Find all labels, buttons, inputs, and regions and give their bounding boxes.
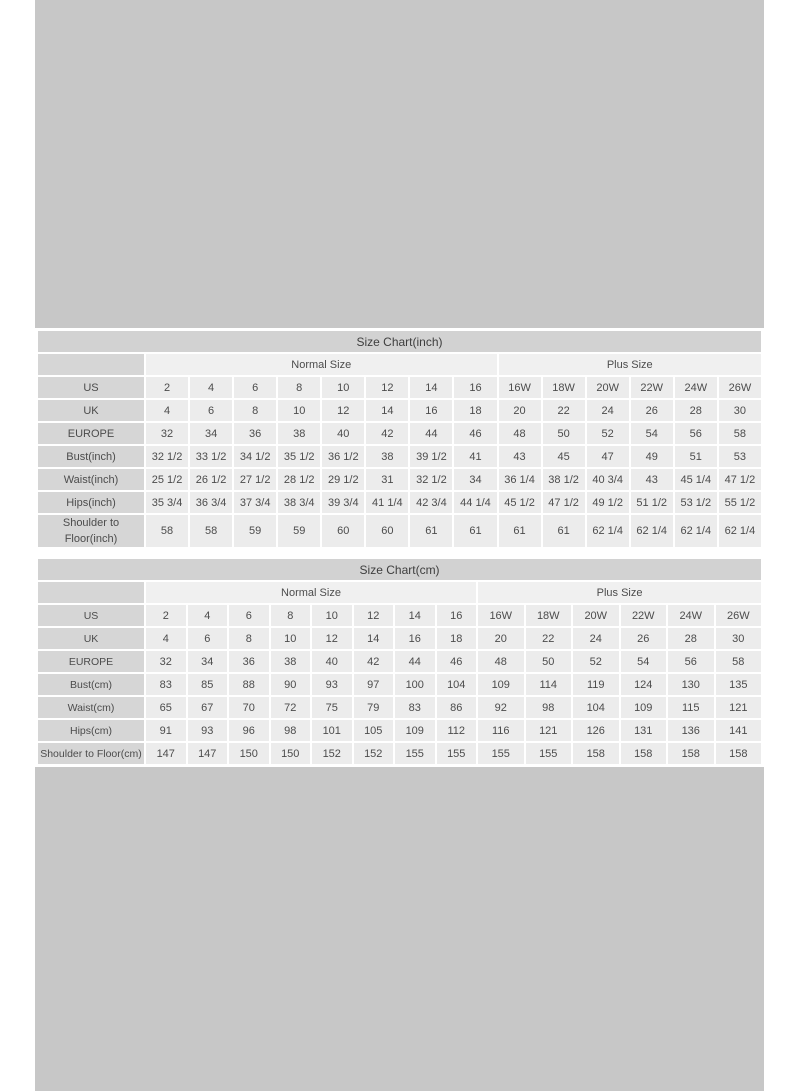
size-value: 147 xyxy=(188,743,228,764)
size-value: 155 xyxy=(478,743,524,764)
size-value: 53 xyxy=(719,446,761,467)
size-value: 42 xyxy=(354,651,394,672)
size-value: 50 xyxy=(526,651,572,672)
row-label: UK xyxy=(38,628,144,649)
size-value: 26W xyxy=(719,377,761,398)
size-value: 14 xyxy=(366,400,408,421)
size-value: 24 xyxy=(573,628,619,649)
size-value: 109 xyxy=(478,674,524,695)
size-value: 14 xyxy=(410,377,452,398)
size-value: 32 xyxy=(146,651,186,672)
size-value: 75 xyxy=(312,697,352,718)
size-value: 62 1/4 xyxy=(675,515,717,547)
size-value: 16W xyxy=(478,605,524,626)
size-value: 85 xyxy=(188,674,228,695)
corner-cell xyxy=(38,354,144,375)
size-value: 158 xyxy=(668,743,714,764)
size-value: 22 xyxy=(526,628,572,649)
size-value: 4 xyxy=(190,377,232,398)
size-value: 10 xyxy=(278,400,320,421)
size-value: 52 xyxy=(587,423,629,444)
size-value: 4 xyxy=(146,400,188,421)
size-value: 62 1/4 xyxy=(631,515,673,547)
size-value: 121 xyxy=(716,697,762,718)
size-value: 114 xyxy=(526,674,572,695)
size-value: 6 xyxy=(190,400,232,421)
size-value: 150 xyxy=(271,743,311,764)
size-value: 86 xyxy=(437,697,477,718)
size-value: 28 xyxy=(668,628,714,649)
size-value: 109 xyxy=(621,697,667,718)
size-value: 8 xyxy=(229,628,269,649)
size-value: 112 xyxy=(437,720,477,741)
row-label: Waist(cm) xyxy=(38,697,144,718)
size-value: 8 xyxy=(278,377,320,398)
size-value: 51 xyxy=(675,446,717,467)
size-value: 16 xyxy=(410,400,452,421)
size-value: 30 xyxy=(719,400,761,421)
title-row xyxy=(38,559,761,580)
size-value: 83 xyxy=(395,697,435,718)
size-value: 93 xyxy=(312,674,352,695)
size-value: 61 xyxy=(410,515,452,547)
size-value: 96 xyxy=(229,720,269,741)
row-label: Bust(cm) xyxy=(38,674,144,695)
size-value: 36 3/4 xyxy=(190,492,232,513)
size-value: 38 xyxy=(278,423,320,444)
size-value: 32 xyxy=(146,423,188,444)
size-value: 83 xyxy=(146,674,186,695)
size-value: 155 xyxy=(395,743,435,764)
size-value: 27 1/2 xyxy=(234,469,276,490)
size-value: 2 xyxy=(146,377,188,398)
row-label: Shoulder to Floor(inch) xyxy=(38,515,144,547)
size-value: 98 xyxy=(526,697,572,718)
size-value: 24 xyxy=(587,400,629,421)
size-value: 47 xyxy=(587,446,629,467)
size-value: 6 xyxy=(234,377,276,398)
size-value: 34 xyxy=(454,469,496,490)
size-value: 104 xyxy=(573,697,619,718)
size-value: 32 1/2 xyxy=(410,469,452,490)
size-value: 28 xyxy=(675,400,717,421)
size-value: 152 xyxy=(312,743,352,764)
row-label: Hips(cm) xyxy=(38,720,144,741)
size-value: 6 xyxy=(229,605,269,626)
size-value: 49 xyxy=(631,446,673,467)
size-value: 25 1/2 xyxy=(146,469,188,490)
size-value: 53 1/2 xyxy=(675,492,717,513)
size-value: 67 xyxy=(188,697,228,718)
size-value: 39 1/2 xyxy=(410,446,452,467)
size-value: 54 xyxy=(631,423,673,444)
size-value: 38 xyxy=(366,446,408,467)
size-value: 4 xyxy=(146,628,186,649)
size-value: 158 xyxy=(621,743,667,764)
size-value: 59 xyxy=(278,515,320,547)
size-value: 46 xyxy=(454,423,496,444)
size-value: 18W xyxy=(543,377,585,398)
size-value: 43 xyxy=(499,446,541,467)
size-value: 18W xyxy=(526,605,572,626)
size-row xyxy=(38,628,761,649)
size-value: 16 xyxy=(437,605,477,626)
size-value: 60 xyxy=(366,515,408,547)
size-value: 29 1/2 xyxy=(322,469,364,490)
size-value: 45 1/2 xyxy=(499,492,541,513)
size-row xyxy=(38,377,761,398)
size-value: 16 xyxy=(454,377,496,398)
size-value: 12 xyxy=(354,605,394,626)
size-value: 109 xyxy=(395,720,435,741)
size-row xyxy=(38,515,761,547)
size-value: 90 xyxy=(271,674,311,695)
size-value: 40 xyxy=(322,423,364,444)
size-value: 93 xyxy=(188,720,228,741)
size-value: 26 1/2 xyxy=(190,469,232,490)
size-value: 22W xyxy=(621,605,667,626)
size-value: 36 1/2 xyxy=(322,446,364,467)
size-value: 47 1/2 xyxy=(719,469,761,490)
row-label: US xyxy=(38,377,144,398)
size-value: 24W xyxy=(668,605,714,626)
size-value: 155 xyxy=(526,743,572,764)
size-value: 34 1/2 xyxy=(234,446,276,467)
size-value: 136 xyxy=(668,720,714,741)
size-value: 56 xyxy=(675,423,717,444)
size-value: 158 xyxy=(716,743,762,764)
size-value: 38 3/4 xyxy=(278,492,320,513)
size-value: 12 xyxy=(322,400,364,421)
size-value: 62 1/4 xyxy=(719,515,761,547)
size-value: 36 xyxy=(229,651,269,672)
normal-size-header: Normal Size xyxy=(146,354,497,375)
size-value: 61 xyxy=(454,515,496,547)
plus-size-header: Plus Size xyxy=(478,582,761,603)
size-value: 52 xyxy=(573,651,619,672)
size-value: 41 xyxy=(454,446,496,467)
size-value: 72 xyxy=(271,697,311,718)
size-value: 97 xyxy=(354,674,394,695)
row-label: UK xyxy=(38,400,144,421)
normal-size-header: Normal Size xyxy=(146,582,476,603)
row-label: Shoulder to Floor(cm) xyxy=(38,743,144,764)
size-value: 12 xyxy=(366,377,408,398)
size-value: 10 xyxy=(322,377,364,398)
size-value: 126 xyxy=(573,720,619,741)
size-value: 26 xyxy=(621,628,667,649)
size-value: 10 xyxy=(271,628,311,649)
size-chart-inch-table xyxy=(36,329,763,549)
size-value: 36 xyxy=(234,423,276,444)
size-value: 38 xyxy=(271,651,311,672)
size-value: 44 xyxy=(410,423,452,444)
size-value: 131 xyxy=(621,720,667,741)
size-value: 44 xyxy=(395,651,435,672)
size-value: 16 xyxy=(395,628,435,649)
size-value: 48 xyxy=(478,651,524,672)
size-value: 88 xyxy=(229,674,269,695)
size-value: 33 1/2 xyxy=(190,446,232,467)
size-row xyxy=(38,469,761,490)
size-value: 41 1/4 xyxy=(366,492,408,513)
size-value: 92 xyxy=(478,697,524,718)
size-value: 22W xyxy=(631,377,673,398)
size-value: 116 xyxy=(478,720,524,741)
size-value: 50 xyxy=(543,423,585,444)
size-value: 45 1/4 xyxy=(675,469,717,490)
corner-cell xyxy=(38,582,144,603)
size-value: 65 xyxy=(146,697,186,718)
size-value: 24W xyxy=(675,377,717,398)
size-value: 130 xyxy=(668,674,714,695)
size-value: 47 1/2 xyxy=(543,492,585,513)
size-value: 79 xyxy=(354,697,394,718)
size-value: 38 1/2 xyxy=(543,469,585,490)
size-value: 46 xyxy=(437,651,477,672)
size-value: 158 xyxy=(573,743,619,764)
size-value: 49 1/2 xyxy=(587,492,629,513)
size-row xyxy=(38,697,761,718)
title-row xyxy=(38,331,761,352)
size-value: 20 xyxy=(478,628,524,649)
size-row xyxy=(38,423,761,444)
size-value: 58 xyxy=(146,515,188,547)
size-value: 58 xyxy=(190,515,232,547)
size-value: 58 xyxy=(719,423,761,444)
size-value: 100 xyxy=(395,674,435,695)
group-header-row xyxy=(38,354,761,375)
size-value: 115 xyxy=(668,697,714,718)
row-label: EUROPE xyxy=(38,651,144,672)
size-value: 70 xyxy=(229,697,269,718)
size-value: 39 3/4 xyxy=(322,492,364,513)
size-value: 98 xyxy=(271,720,311,741)
size-value: 91 xyxy=(146,720,186,741)
size-value: 32 1/2 xyxy=(146,446,188,467)
size-value: 141 xyxy=(716,720,762,741)
size-value: 62 1/4 xyxy=(587,515,629,547)
size-value: 16W xyxy=(499,377,541,398)
size-value: 40 3/4 xyxy=(587,469,629,490)
size-value: 18 xyxy=(454,400,496,421)
size-value: 121 xyxy=(526,720,572,741)
size-value: 61 xyxy=(499,515,541,547)
size-value: 8 xyxy=(271,605,311,626)
size-value: 20 xyxy=(499,400,541,421)
row-label: EUROPE xyxy=(38,423,144,444)
size-value: 150 xyxy=(229,743,269,764)
size-value: 26 xyxy=(631,400,673,421)
size-value: 155 xyxy=(437,743,477,764)
size-value: 14 xyxy=(354,628,394,649)
size-value: 104 xyxy=(437,674,477,695)
size-value: 42 3/4 xyxy=(410,492,452,513)
row-label: US xyxy=(38,605,144,626)
size-value: 51 1/2 xyxy=(631,492,673,513)
size-value: 152 xyxy=(354,743,394,764)
size-chart-cm-table xyxy=(36,557,763,766)
size-value: 20W xyxy=(587,377,629,398)
size-value: 55 1/2 xyxy=(719,492,761,513)
size-row xyxy=(38,446,761,467)
size-chart-title: Size Chart(cm) xyxy=(38,559,761,580)
size-value: 28 1/2 xyxy=(278,469,320,490)
size-value: 45 xyxy=(543,446,585,467)
size-value: 30 xyxy=(716,628,762,649)
size-value: 42 xyxy=(366,423,408,444)
size-value: 58 xyxy=(716,651,762,672)
row-label: Hips(inch) xyxy=(38,492,144,513)
size-row xyxy=(38,605,761,626)
size-value: 105 xyxy=(354,720,394,741)
size-value: 35 1/2 xyxy=(278,446,320,467)
size-value: 61 xyxy=(543,515,585,547)
size-row xyxy=(38,720,761,741)
size-value: 22 xyxy=(543,400,585,421)
size-value: 59 xyxy=(234,515,276,547)
size-value: 135 xyxy=(716,674,762,695)
size-value: 147 xyxy=(146,743,186,764)
plus-size-header: Plus Size xyxy=(499,354,762,375)
size-value: 124 xyxy=(621,674,667,695)
size-value: 4 xyxy=(188,605,228,626)
size-value: 37 3/4 xyxy=(234,492,276,513)
size-value: 34 xyxy=(188,651,228,672)
size-value: 18 xyxy=(437,628,477,649)
size-chart-panel xyxy=(35,328,764,767)
size-value: 20W xyxy=(573,605,619,626)
group-header-row xyxy=(38,582,761,603)
size-value: 10 xyxy=(312,605,352,626)
size-row xyxy=(38,492,761,513)
size-value: 54 xyxy=(621,651,667,672)
size-value: 56 xyxy=(668,651,714,672)
size-value: 2 xyxy=(146,605,186,626)
size-value: 35 3/4 xyxy=(146,492,188,513)
size-value: 8 xyxy=(234,400,276,421)
size-row xyxy=(38,674,761,695)
size-value: 12 xyxy=(312,628,352,649)
size-row xyxy=(38,743,761,764)
size-value: 60 xyxy=(322,515,364,547)
size-row xyxy=(38,400,761,421)
size-value: 40 xyxy=(312,651,352,672)
size-value: 101 xyxy=(312,720,352,741)
size-value: 14 xyxy=(395,605,435,626)
size-value: 36 1/4 xyxy=(499,469,541,490)
row-label: Bust(inch) xyxy=(38,446,144,467)
size-value: 119 xyxy=(573,674,619,695)
size-value: 31 xyxy=(366,469,408,490)
size-row xyxy=(38,651,761,672)
size-value: 34 xyxy=(190,423,232,444)
size-value: 44 1/4 xyxy=(454,492,496,513)
size-value: 48 xyxy=(499,423,541,444)
size-chart-title: Size Chart(inch) xyxy=(38,331,761,352)
size-value: 6 xyxy=(188,628,228,649)
row-label: Waist(inch) xyxy=(38,469,144,490)
size-value: 43 xyxy=(631,469,673,490)
size-value: 26W xyxy=(716,605,762,626)
